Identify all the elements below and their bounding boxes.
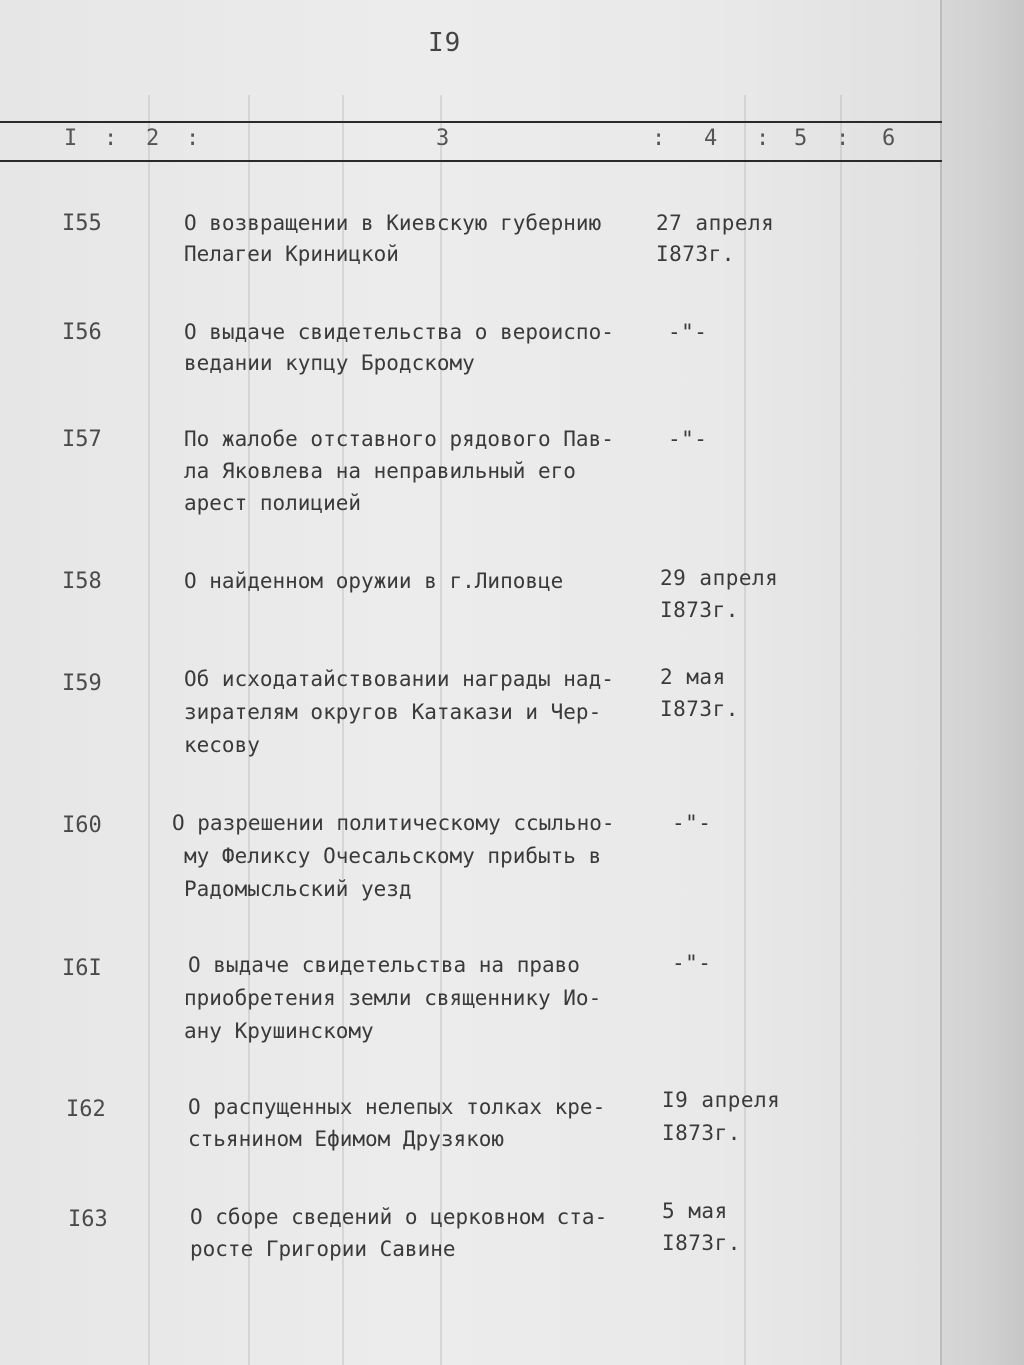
row-description-line: По жалобе отставного рядового Пав- (184, 427, 614, 451)
header-rule-top (0, 121, 942, 123)
header-separator: : (756, 126, 770, 151)
header-rule-bottom (0, 160, 942, 162)
row-description-line: О сборе сведений о церковном ста- (190, 1205, 608, 1229)
header-separator: : (652, 126, 666, 151)
underlying-sheet-edge (940, 0, 1024, 1365)
row-description-line: О возвращении в Киевскую губернию (184, 211, 602, 235)
row-description-line: О распущенных нелепых толках кре- (188, 1095, 606, 1119)
column-divider (148, 95, 150, 1365)
column-divider (440, 95, 442, 1365)
header-col-1: I (64, 126, 78, 151)
row-number: I58 (62, 569, 102, 594)
row-date-line: 2 мая (660, 665, 726, 689)
row-number: I55 (62, 211, 102, 236)
row-description-line: росте Григории Савине (190, 1237, 456, 1261)
header-col-5: 5 (794, 126, 808, 151)
row-description-line: зирателям округов Катакази и Чер- (184, 700, 602, 724)
row-description-line: стьянином Ефимом Друзякою (188, 1127, 505, 1151)
row-description-line: кесову (184, 733, 260, 757)
row-description-line: О разрешении политическому ссыльно- (172, 811, 615, 835)
row-date-line: I873г. (662, 1231, 741, 1255)
row-number: I56 (62, 320, 102, 345)
row-description-line: О найденном оружии в г.Липовце (184, 569, 564, 593)
row-date-line: 29 апреля (660, 566, 779, 590)
row-description-line: приобретения земли священнику Ио- (184, 986, 602, 1010)
column-divider (342, 95, 344, 1365)
row-date-line: 27 апреля (656, 211, 775, 235)
row-date-line: -"- (668, 320, 708, 344)
row-date-line: -"- (672, 951, 712, 975)
row-description-line: му Феликсу Очесальскому прибыть в (184, 844, 602, 868)
row-number: I60 (62, 813, 102, 838)
header-separator: : (104, 126, 118, 151)
row-description-line: Пелагеи Криницкой (184, 242, 399, 266)
row-date-line: 5 мая (662, 1199, 728, 1223)
row-description-line: ану Крушинскому (184, 1019, 374, 1043)
row-description-line: арест полицией (184, 491, 362, 515)
column-divider (840, 95, 842, 1365)
column-divider (744, 95, 746, 1365)
row-number: I6I (62, 956, 102, 981)
header-col-4: 4 (704, 126, 718, 151)
header-col-3: 3 (436, 126, 450, 151)
row-date-line: I873г. (656, 242, 735, 266)
row-date-line: I9 апреля (662, 1088, 781, 1112)
row-date-line: I873г. (662, 1121, 741, 1145)
row-description-line: ведании купцу Бродскому (184, 351, 475, 375)
row-date-line: -"- (672, 811, 712, 835)
row-number: I57 (62, 427, 102, 452)
header-col-2: 2 (146, 126, 160, 151)
row-number: I63 (68, 1207, 108, 1232)
row-description-line: Радомысльский уезд (184, 877, 412, 901)
row-description-line: О выдаче свидетельства на право (188, 953, 580, 977)
header-col-6: 6 (882, 126, 896, 151)
row-date-line: I873г. (660, 598, 739, 622)
row-number: I62 (66, 1097, 106, 1122)
row-date-line: -"- (668, 427, 708, 451)
row-description-line: О выдаче свидетельства о вероиспо- (184, 320, 614, 344)
header-separator: : (836, 126, 850, 151)
row-description-line: Об исходатайствовании награды над- (184, 667, 614, 691)
page-number: I9 (428, 28, 462, 58)
row-date-line: I873г. (660, 697, 739, 721)
header-separator: : (186, 126, 200, 151)
row-number: I59 (62, 671, 102, 696)
row-description-line: ла Яковлева на неправильный его (184, 459, 576, 483)
